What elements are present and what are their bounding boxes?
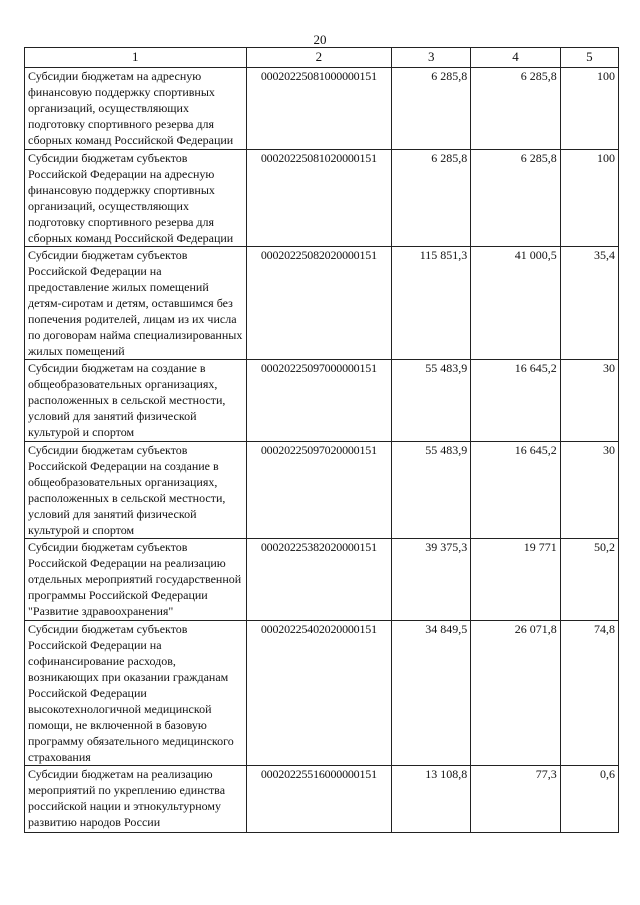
row-code: 00020225081000000151 bbox=[246, 68, 392, 150]
row-value-3: 55 483,9 bbox=[392, 442, 471, 539]
row-value-3: 13 108,8 bbox=[392, 766, 471, 833]
table-row bbox=[25, 150, 619, 247]
row-name: Субсидии бюджетам субъектов Российской Федерации на реализацию отдельных мероприятий государственной программы Российской Федерации "Развитие здравоохранения" bbox=[25, 539, 247, 621]
row-value-3: 115 851,3 bbox=[392, 247, 471, 360]
table-header-row bbox=[25, 48, 619, 68]
row-value-3: 39 375,3 bbox=[392, 539, 471, 621]
row-value-5: 0,6 bbox=[560, 766, 618, 833]
row-code: 00020225402020000151 bbox=[246, 621, 392, 766]
column-header-5: 5 bbox=[560, 48, 618, 68]
row-name: Субсидии бюджетам субъектов Российской Федерации на софинансирование расходов, возникающих при оказании гражданам Российской Федерации высокотехнологичной медицинской помощи, не включенной в базовую программу обязательного медицинского страхования bbox=[25, 621, 247, 766]
row-value-5: 74,8 bbox=[560, 621, 618, 766]
row-value-5: 100 bbox=[560, 68, 618, 150]
table-row bbox=[25, 68, 619, 150]
row-name: Субсидии бюджетам на адресную финансовую поддержку спортивных организаций, осуществляющих подготовку спортивного резерва для сборных команд Российской Федерации bbox=[25, 68, 247, 150]
table-row bbox=[25, 766, 619, 833]
row-code: 00020225516000000151 bbox=[246, 766, 392, 833]
table-row bbox=[25, 360, 619, 442]
row-value-5: 100 bbox=[560, 150, 618, 247]
column-header-1: 1 bbox=[25, 48, 247, 68]
budget-table bbox=[24, 47, 619, 833]
row-value-4: 16 645,2 bbox=[471, 442, 560, 539]
column-header-2: 2 bbox=[246, 48, 392, 68]
row-value-3: 6 285,8 bbox=[392, 150, 471, 247]
row-value-5: 50,2 bbox=[560, 539, 618, 621]
row-value-4: 41 000,5 bbox=[471, 247, 560, 360]
table-row bbox=[25, 621, 619, 766]
row-value-5: 30 bbox=[560, 442, 618, 539]
row-value-5: 35,4 bbox=[560, 247, 618, 360]
row-name: Субсидии бюджетам субъектов Российской Федерации на предоставление жилых помещений детям-сиротам и детям, оставшимся без попечения родителей, лицам из их числа по договорам найма специализированных жилых помещений bbox=[25, 247, 247, 360]
column-header-4: 4 bbox=[471, 48, 560, 68]
row-code: 00020225097020000151 bbox=[246, 442, 392, 539]
row-value-3: 55 483,9 bbox=[392, 360, 471, 442]
table-row bbox=[25, 442, 619, 539]
row-value-3: 6 285,8 bbox=[392, 68, 471, 150]
row-value-4: 16 645,2 bbox=[471, 360, 560, 442]
row-name: Субсидии бюджетам на создание в общеобразовательных организациях, расположенных в сельской местности, условий для занятий физической культурой и спортом bbox=[25, 360, 247, 442]
row-value-4: 6 285,8 bbox=[471, 68, 560, 150]
row-value-4: 26 071,8 bbox=[471, 621, 560, 766]
row-code: 00020225081020000151 bbox=[246, 150, 392, 247]
page-number: 20 bbox=[313, 32, 327, 47]
row-value-5: 30 bbox=[560, 360, 618, 442]
row-name: Субсидии бюджетам на реализацию мероприятий по укреплению единства российской нации и этнокультурному развитию народов России bbox=[25, 766, 247, 833]
row-value-4: 77,3 bbox=[471, 766, 560, 833]
row-name: Субсидии бюджетам субъектов Российской Федерации на создание в общеобразовательных организациях, расположенных в сельской местности, условий для занятий физической культурой и спортом bbox=[25, 442, 247, 539]
row-name: Субсидии бюджетам субъектов Российской Федерации на адресную финансовую поддержку спортивных организаций, осуществляющих подготовку спортивного резерва для сборных команд Российской Федерации bbox=[25, 150, 247, 247]
row-code: 00020225382020000151 bbox=[246, 539, 392, 621]
row-value-4: 19 771 bbox=[471, 539, 560, 621]
column-header-3: 3 bbox=[392, 48, 471, 68]
table-row bbox=[25, 539, 619, 621]
row-code: 00020225097000000151 bbox=[246, 360, 392, 442]
table-row bbox=[25, 247, 619, 360]
row-value-3: 34 849,5 bbox=[392, 621, 471, 766]
row-value-4: 6 285,8 bbox=[471, 150, 560, 247]
row-code: 00020225082020000151 bbox=[246, 247, 392, 360]
